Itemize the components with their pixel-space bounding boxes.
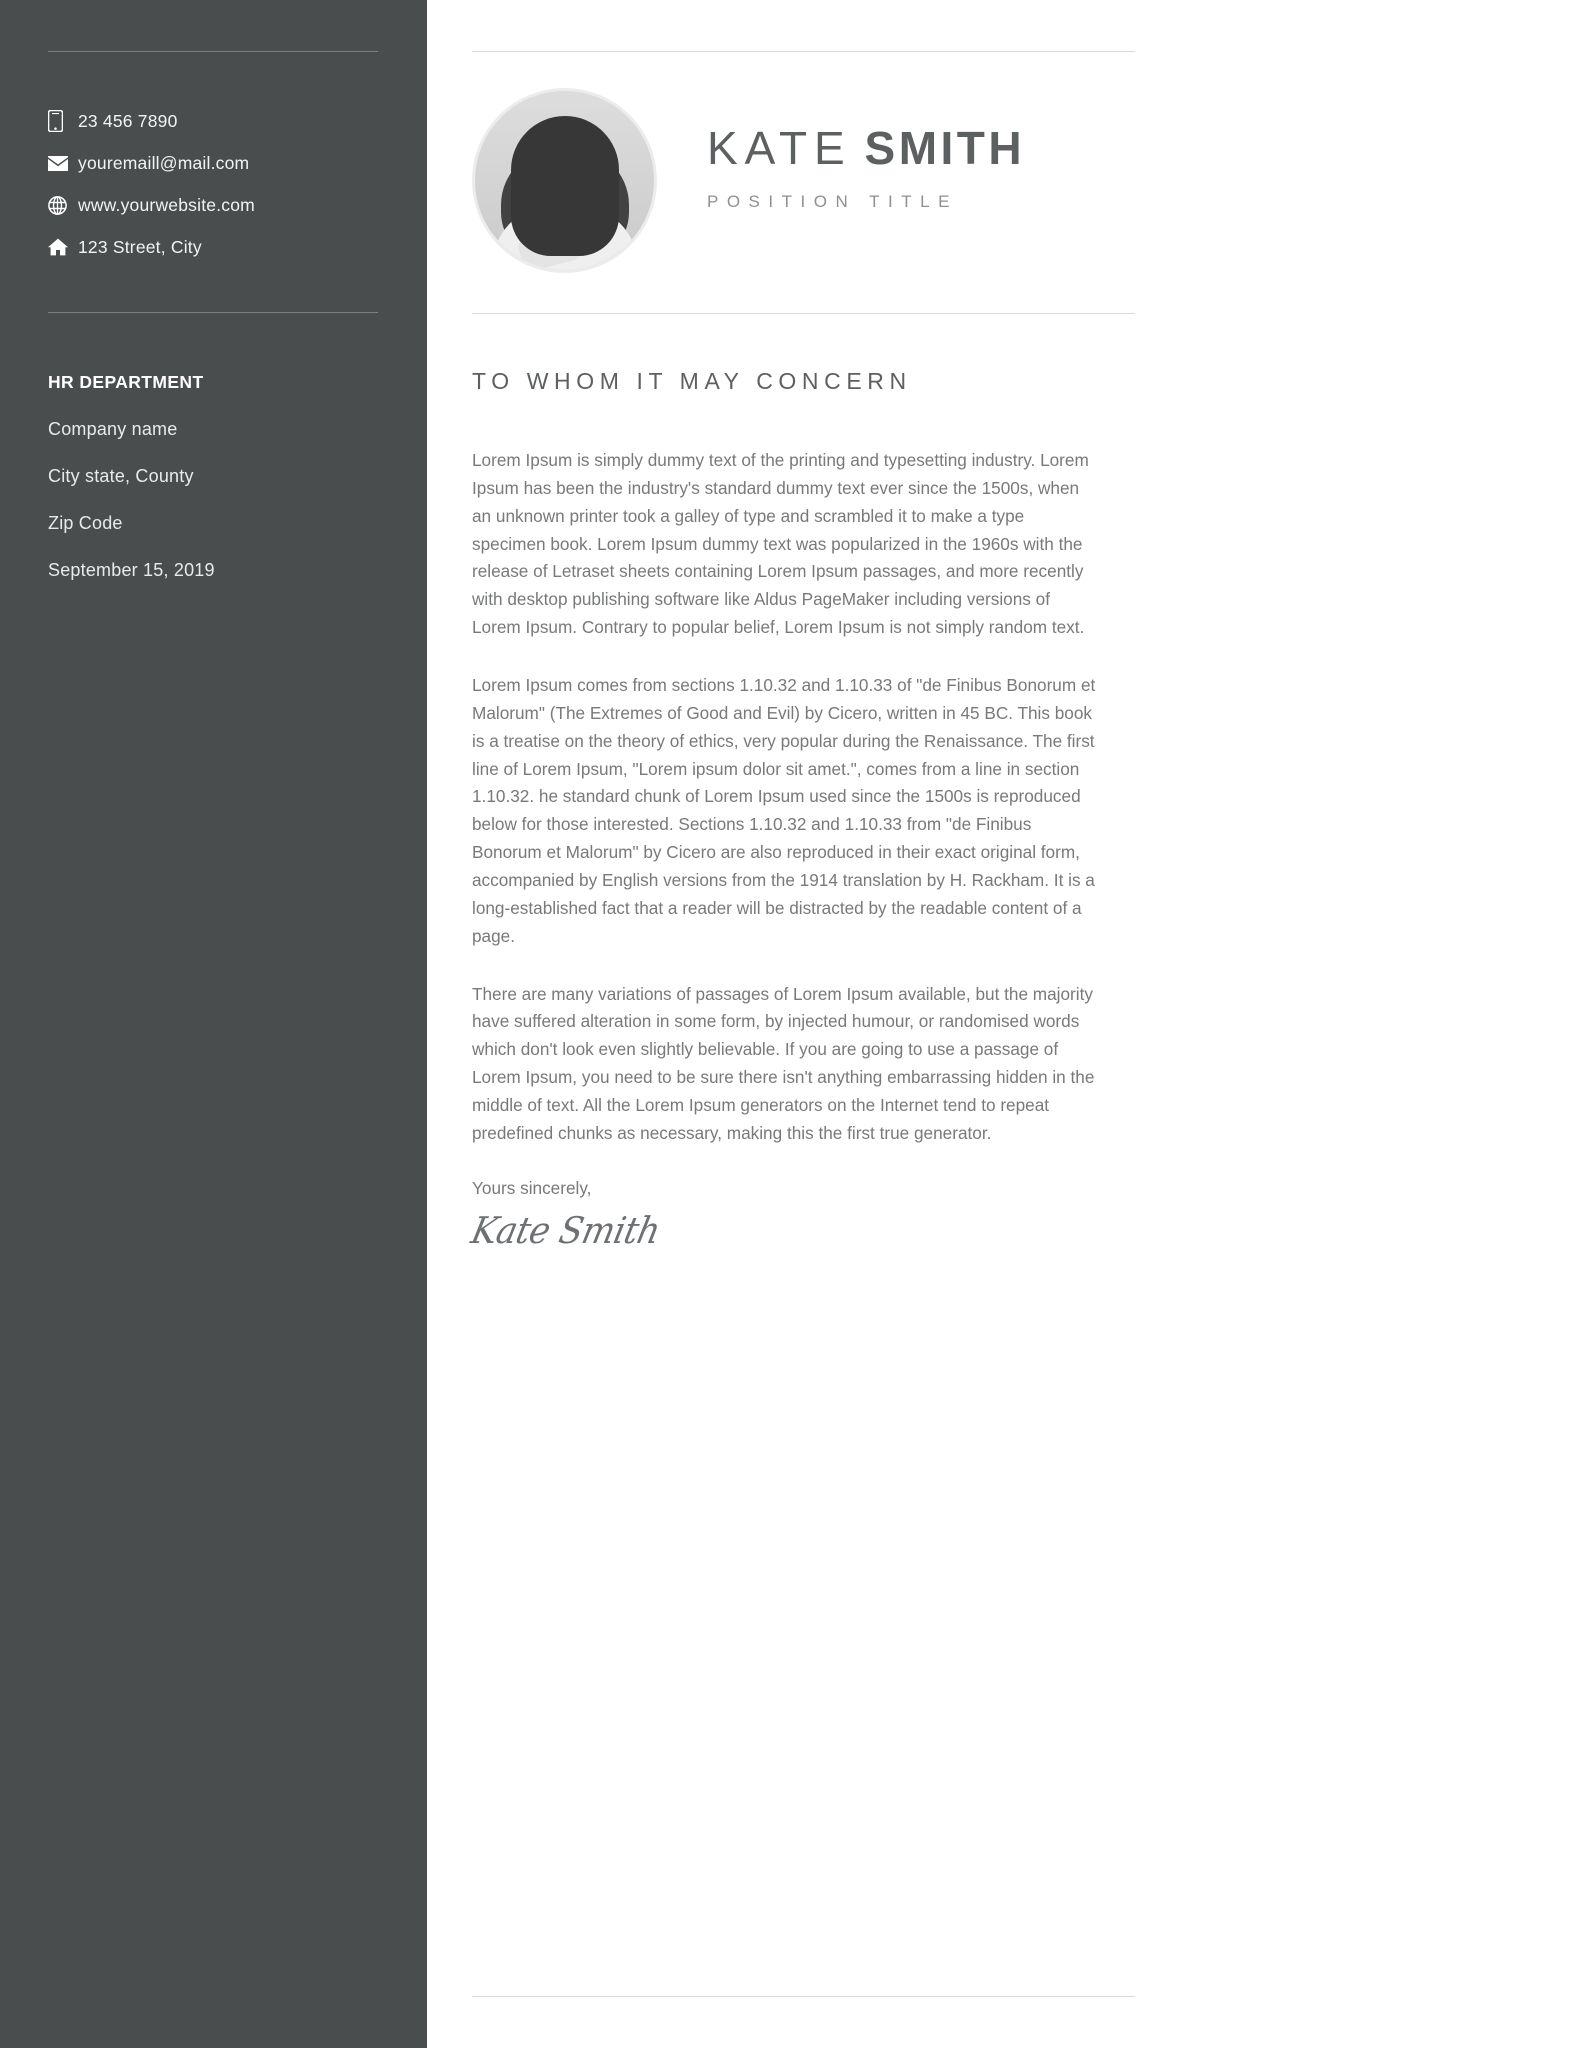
position-title: POSITION TITLE (707, 192, 958, 212)
full-name (707, 124, 1025, 172)
profile-photo (475, 91, 654, 270)
sidebar (0, 0, 427, 2048)
first-name: KATE (707, 122, 852, 174)
panel-divider-bottom (472, 1996, 1135, 1997)
letter-header (472, 88, 1135, 283)
contact-item-website (48, 184, 388, 226)
body-paragraph: There are many variations of passages of Lorem Ipsum available, but the majority have suffered alteration in some form, by injected humour, or randomised words which don't look even slightly believable. If you are going to use a passage of Lorem Ipsum, you need to be sure there isn't anything embarrassing hidden in the middle of text. All the Lorem Ipsum generators on the Internet tend to repeat predefined chunks as necessary, making this the first true generator. (472, 983, 1095, 1143)
letter-body (467, 368, 1102, 1253)
body-paragraph: Lorem Ipsum comes from sections 1.10.32 and 1.10.33 of "de Finibus Bonorum et Malorum" (The Extremes of Good and Evil) by Cicero, written in 45 BC. This book is a treatise on the theory of ethics, very popular during the Renaissance. The first line of Lorem Ipsum, "Lorem ipsum dolor sit amet.", comes from a line in section 1.10.32. he standard chunk of Lorem Ipsum used since the 1500s is reproduced below for those interested. Sections 1.10.32 and 1.10.33 from "de Finibus Bonorum et Malorum" by Cicero are also reproduced in their exact original form, accompanied by English versions from the 1914 translation by H. Rackham. It is a long-established fact that a reader will be distracted by the readable content of a page. (472, 675, 1096, 946)
signature: Kate Smith (467, 1209, 664, 1253)
portrait-hair-front (511, 116, 619, 256)
contact-phone-text: 23 456 7890 (78, 110, 178, 131)
recipient-block (48, 372, 398, 581)
sidebar-divider-middle (48, 312, 378, 313)
contact-list (48, 100, 388, 268)
avatar (472, 88, 657, 273)
contact-item-address (48, 226, 388, 268)
salutation: TO WHOM IT MAY CONCERN (472, 368, 912, 394)
recipient-date: September 15, 2019 (48, 560, 215, 580)
contact-address-text: 123 Street, City (78, 236, 202, 257)
home-icon (48, 238, 78, 256)
panel-divider-top (472, 51, 1135, 52)
contact-item-phone (48, 100, 388, 142)
email-icon (48, 156, 78, 171)
website-icon (48, 196, 78, 215)
body-paragraph: Lorem Ipsum is simply dummy text of the printing and typesetting industry. Lorem Ipsum has been the industry's standard dummy text ever since the 1500s, when an unknown printer took a galley of type and scrambled it to make a type specimen book. Lorem Ipsum dummy text was popularized in the 1960s with the release of Letraset sheets containing Lorem Ipsum passages, and more recently with desktop publishing software like Aldus PageMaker including versions of Lorem Ipsum. Contrary to popular belief, Lorem Ipsum is not simply random text. (472, 450, 1089, 638)
contact-website-text: www.yourwebsite.com (78, 194, 255, 215)
panel-divider-header (472, 313, 1135, 314)
phone-icon (48, 110, 78, 132)
last-name: SMITH (864, 122, 1026, 174)
sidebar-divider-top (48, 51, 378, 52)
contact-item-email (48, 142, 388, 184)
recipient-city: City state, County (48, 466, 194, 486)
closing-line: Yours sincerely, (472, 1177, 592, 1198)
recipient-department: HR DEPARTMENT (48, 372, 204, 392)
name-block (707, 124, 1025, 212)
recipient-zip: Zip Code (48, 513, 123, 533)
contact-email-text: youremaill@mail.com (78, 152, 250, 173)
letter-panel (427, 0, 1583, 2048)
recipient-company: Company name (48, 419, 178, 439)
